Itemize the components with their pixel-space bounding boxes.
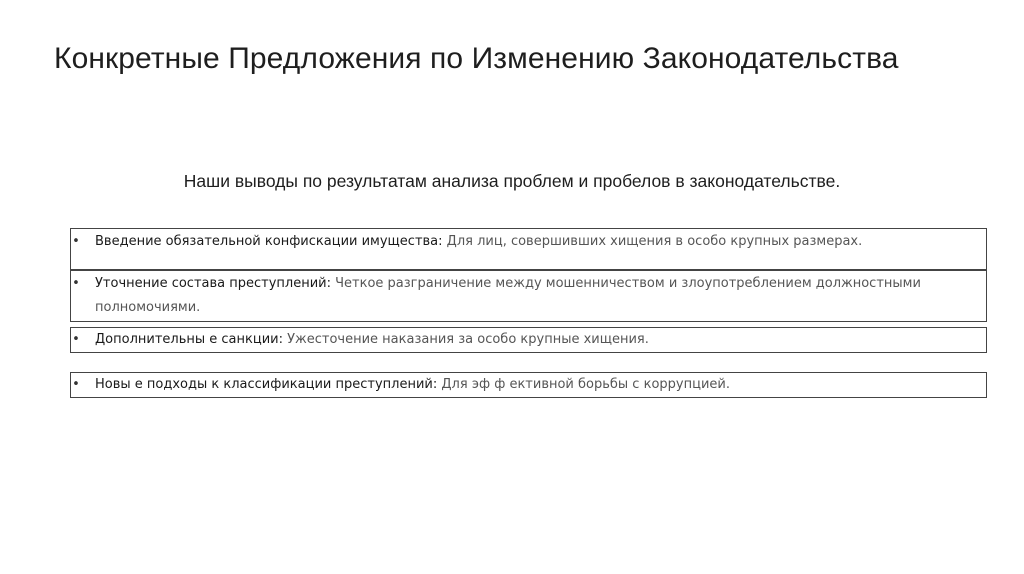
proposal-item-sanctions	[70, 327, 987, 353]
proposal-item-description: Для эф ф ективной борьбы с коррупцией.	[437, 377, 730, 392]
proposal-item-body	[95, 230, 976, 254]
proposal-item-description: Ужесточение наказания за особо крупные хищения.	[282, 332, 649, 347]
proposal-item-description: Для лиц, совершивших хищения в особо крупных размерах.	[442, 234, 863, 249]
proposal-item-confiscation	[70, 228, 987, 270]
proposal-item-title: Введение обязательной конфискации имущества:	[95, 234, 443, 249]
proposal-item-title: Дополнительны е санкции:	[95, 332, 283, 347]
bullet-icon: •	[72, 234, 80, 249]
proposal-item-crime-composition	[70, 270, 987, 322]
proposal-item-classification	[70, 372, 987, 398]
proposal-item-title: Новы е подходы к классификации преступлений:	[95, 377, 438, 392]
slide-title: Конкретные Предложения по Изменению Законодательства	[54, 42, 899, 75]
bullet-icon: •	[72, 377, 80, 392]
slide-subtitle: Наши выводы по результатам анализа проблем и пробелов в законодательстве.	[183, 171, 841, 191]
proposal-item-title: Уточнение состава преступлений:	[95, 276, 331, 291]
proposal-item-body	[95, 328, 976, 352]
proposal-item-body	[95, 373, 976, 397]
proposal-item-body	[95, 272, 976, 320]
bullet-icon: •	[72, 332, 80, 347]
bullet-icon: •	[72, 276, 80, 291]
proposal-item-description: Четкое разграничение между мошенничеством и злоупотреблением должностными полномочиями.	[95, 276, 921, 315]
